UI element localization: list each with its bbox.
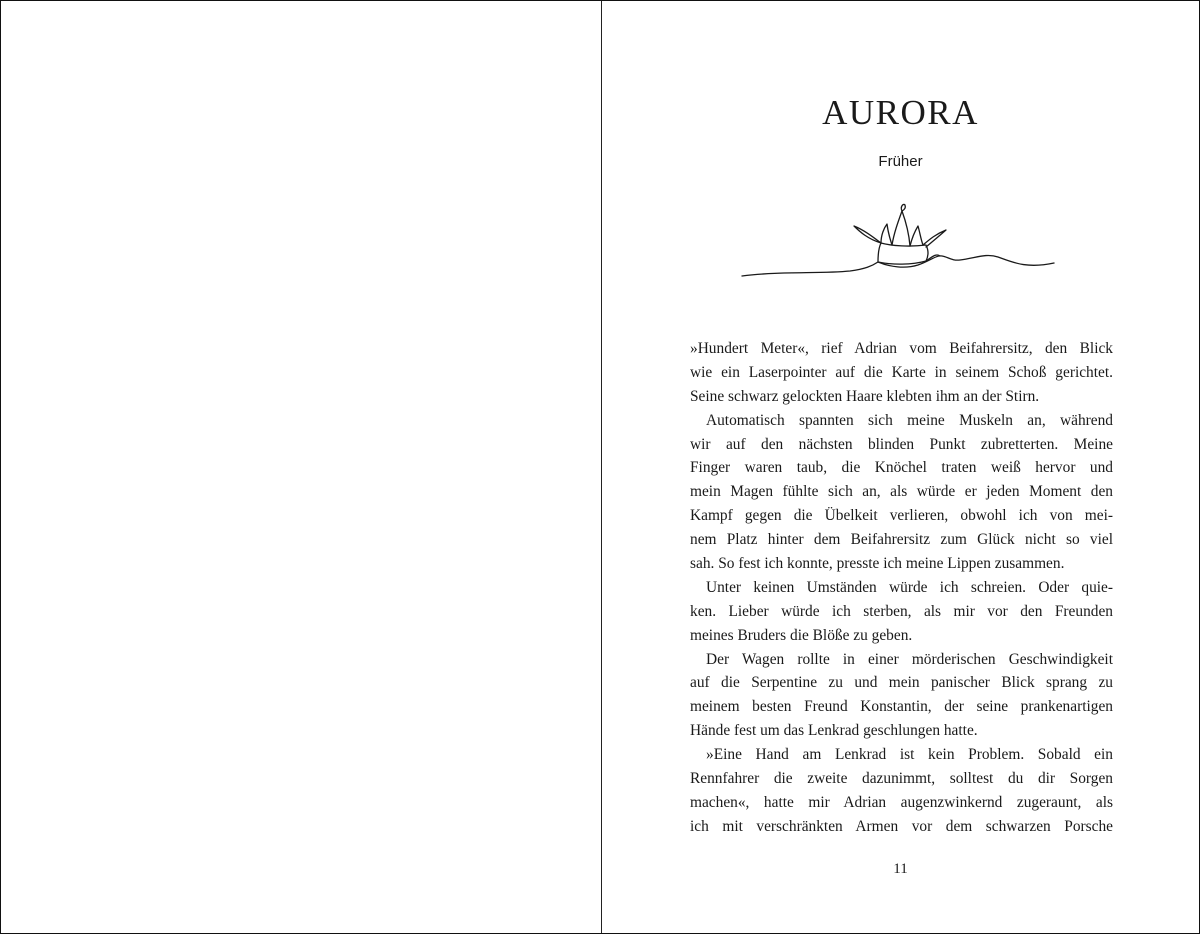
text-line: nem Platz hinter dem Beifahrersitz zum Glück nicht so viel	[690, 531, 1113, 549]
chapter-title: AURORA	[822, 93, 979, 132]
text-line: »Eine Hand am Lenkrad ist kein Problem. Sobald ein	[706, 746, 1113, 764]
text-line: wir auf den nächsten blinden Punkt zubretterten. Meine	[690, 435, 1113, 453]
text-line: auf die Serpentine zu und mein panischer Blick sprang zu	[690, 674, 1113, 692]
text-line: machen«, hatte mir Adrian augenzwinkernd zugeraunt, als	[690, 793, 1113, 811]
text-line: meinem besten Freund Konstantin, der seine prankenartigen	[690, 698, 1113, 716]
text-line: Seine schwarz gelockten Haare klebten ihm an der Stirn.	[690, 387, 1040, 405]
text-line: »Hundert Meter«, rief Adrian vom Beifahrersitz, den Blick	[690, 340, 1113, 357]
text-line: mein Magen fühlte sich an, als würde er jeden Moment den	[690, 483, 1113, 501]
page-number: 11	[893, 861, 908, 877]
text-line: Automatisch spannten sich meine Muskeln an, während	[706, 411, 1113, 429]
right-page	[602, 1, 1199, 933]
text-line: meines Bruders die Blöße zu geben.	[690, 626, 913, 644]
text-line: Der Wagen rollte in einer mörderischen Geschwindigkeit	[706, 650, 1113, 668]
text-line: wie ein Laserpointer auf die Karte in seinem Schoß gerichtet.	[690, 363, 1113, 381]
crown-line-icon	[740, 199, 1060, 281]
text-line: Rennfahrer die zweite dazunimmt, solltest du dir Sorgen	[690, 770, 1113, 788]
text-line: sah. So fest ich konnte, presste ich meine Lippen zusammen.	[690, 555, 1065, 573]
chapter-subtitle: Früher	[878, 153, 923, 170]
text-line: Hände fest um das Lenkrad geschlungen hatte.	[690, 722, 978, 740]
text-line: Finger waren taub, die Knöchel traten weiß hervor und	[690, 459, 1113, 477]
body-text	[690, 337, 1113, 839]
left-page-blank	[1, 1, 601, 933]
text-line: ken. Lieber würde ich sterben, als mir vor den Freunden	[690, 602, 1113, 620]
text-line: ich mit verschränkten Armen vor dem schwarzen Porsche	[690, 817, 1113, 835]
text-line: Unter keinen Umständen würde ich schreien. Oder quie-	[706, 578, 1113, 596]
text-line: Kampf gegen die Übelkeit verlieren, obwohl ich von mei-	[690, 507, 1113, 525]
